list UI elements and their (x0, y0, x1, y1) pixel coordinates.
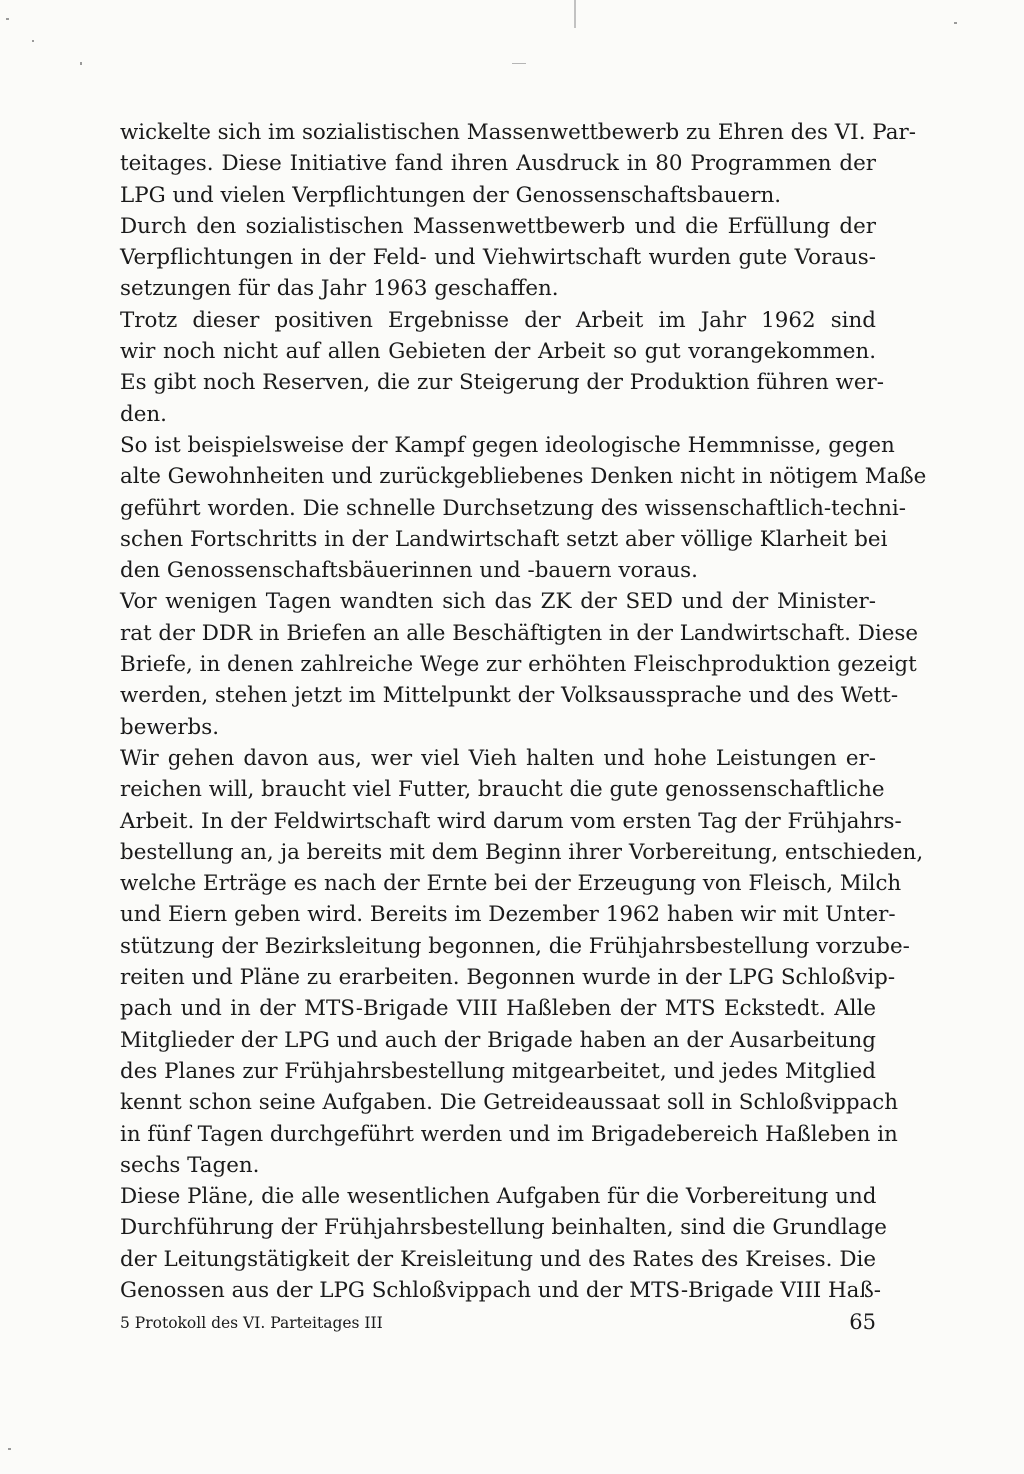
text-line: pach und in der MTS-Brigade VIII Haßleben der MTS Eckstedt. Alle (120, 996, 876, 1022)
paragraph (120, 586, 919, 742)
text-line: bewerbs. (120, 714, 220, 740)
text-line: LPG und vielen Verpflichtungen der Genossenschaftsbauern. (120, 182, 782, 208)
scan-speck (80, 62, 82, 65)
text-line: in fünf Tagen durchgeführt werden und im Brigadebereich Haßleben in (120, 1121, 898, 1147)
text-line: Diese Pläne, die alle wesentlichen Aufgaben für die Vorbereitung und (120, 1184, 877, 1210)
text-line: bestellung an, ja bereits mit dem Beginn ihrer Vorbereitung, entschieden, (120, 839, 924, 865)
page-number: 65 (849, 1310, 876, 1334)
text-line: stützung der Bezirksleitung begonnen, die Frühjahrsbestellung vorzube- (120, 933, 910, 959)
scan-speck (32, 40, 34, 42)
text-line: sechs Tagen. (120, 1152, 260, 1178)
text-line: den. (120, 401, 167, 427)
text-line: welche Erträge es nach der Ernte bei der Erzeugung von Fleisch, Milch (120, 871, 902, 897)
scan-speck (6, 18, 9, 20)
text-line: den Genossenschaftsbäuerinnen und -bauern voraus. (120, 558, 698, 584)
text-line: Durchführung der Frühjahrsbestellung beinhalten, sind die Grundlage (120, 1215, 887, 1241)
paragraph (120, 430, 927, 586)
scan-speck (954, 22, 957, 24)
paragraph (120, 305, 884, 430)
text-line: geführt worden. Die schnelle Durchsetzung des wissenschaftlich-techni- (120, 495, 906, 521)
paragraph (120, 743, 924, 1181)
text-line: Genossen aus der LPG Schloßvippach und der MTS-Brigade VIII Haß- (120, 1277, 881, 1303)
scan-mark (574, 0, 576, 28)
scan-mark (512, 63, 526, 64)
text-line: der Leitungstätigkeit der Kreisleitung und des Rates des Kreises. Die (120, 1246, 876, 1272)
text-line: reiten und Pläne zu erarbeiten. Begonnen wurde in der LPG Schloßvip- (120, 965, 896, 991)
text-line: So ist beispielsweise der Kampf gegen ideologische Hemmnisse, gegen (120, 432, 895, 458)
text-line: teitages. Diese Initiative fand ihren Ausdruck in 80 Programmen der (120, 151, 876, 177)
scan-speck (8, 1448, 11, 1450)
text-line: wickelte sich im sozialistischen Massenwettbewerb zu Ehren des VI. Par- (120, 120, 916, 145)
text-line: Es gibt noch Reserven, die zur Steigerung der Produktion führen wer- (120, 370, 884, 396)
text-line: Trotz dieser positiven Ergebnisse der Arbeit im Jahr 1962 sind (120, 307, 876, 333)
text-line: reichen will, braucht viel Futter, braucht die gute genossenschaftliche (120, 777, 885, 803)
text-line: des Planes zur Frühjahrsbestellung mitgearbeitet, und jedes Mitglied (120, 1058, 876, 1084)
text-line: kennt schon seine Aufgaben. Die Getreideaussaat soll in Schloßvippach (120, 1090, 899, 1116)
paragraph (120, 211, 876, 305)
text-line: Mitglieder der LPG und auch der Brigade haben an der Ausarbeitung (120, 1027, 876, 1053)
text-line: werden, stehen jetzt im Mittelpunkt der Volksaussprache und des Wett- (120, 683, 899, 709)
text-line: Arbeit. In der Feldwirtschaft wird darum vom ersten Tag der Frühjahrs- (120, 808, 902, 834)
paragraph (120, 1181, 887, 1306)
text-line: rat der DDR in Briefen an alle Beschäftigten in der Landwirtschaft. Diese (120, 620, 919, 646)
text-line: Verpflichtungen in der Feld- und Viehwirtschaft wurden gute Voraus- (120, 245, 876, 271)
text-line: und Eiern geben wird. Bereits im Dezember 1962 haben wir mit Unter- (120, 902, 896, 928)
page-footer (120, 1310, 876, 1350)
text-line: Wir gehen davon aus, wer viel Vieh halten und hohe Leistungen er- (120, 745, 876, 771)
text-line: setzungen für das Jahr 1963 geschaffen. (120, 276, 559, 302)
body-text (120, 117, 927, 1306)
text-line: schen Fortschritts in der Landwirtschaft setzt aber völlige Klarheit bei (120, 526, 888, 552)
text-line: alte Gewohnheiten und zurückgebliebenes Denken nicht in nötigem Maße (120, 464, 927, 490)
text-line: Vor wenigen Tagen wandten sich das ZK der SED und der Minister- (120, 589, 876, 615)
text-line: Durch den sozialistischen Massenwettbewerb und die Erfüllung der (120, 213, 876, 239)
text-line: wir noch nicht auf allen Gebieten der Arbeit so gut vorangekommen. (120, 339, 876, 365)
footnote: 5 Protokoll des VI. Parteitages III (120, 1314, 383, 1332)
text-line: Briefe, in denen zahlreiche Wege zur erhöhten Fleischproduktion gezeigt (120, 652, 917, 678)
paragraph (120, 117, 916, 211)
